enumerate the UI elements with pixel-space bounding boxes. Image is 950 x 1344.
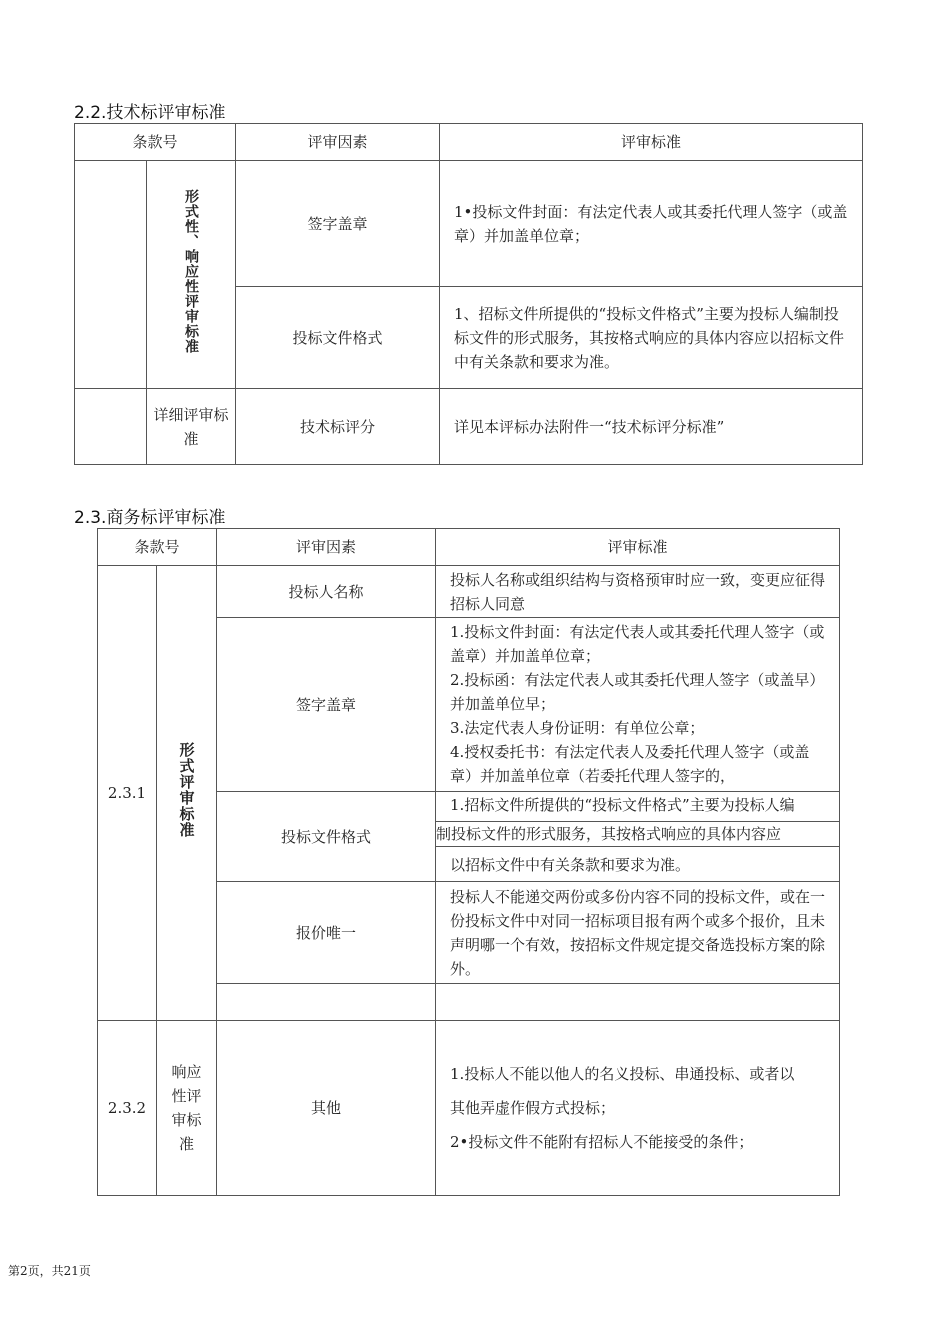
header-clause: 条款号 [98,529,217,566]
group-label: 形式性、响应性评审标准 [183,188,199,354]
criteria-cell [436,1021,840,1196]
criteria-cell: 1、招标文件所提供的“投标文件格式”主要为投标人编制投标文件的形式服务，其按格式响应的具体内容应以招标文件中有关条款和要求为准。 [440,287,863,389]
criteria-cell: 1•投标文件封面：有法定代表人或其委托代理人签字（或盖章）并加盖单位章； [440,161,863,287]
page-footer: 第2页，共21页 [8,1264,91,1278]
criteria-cell: 投标人名称或组织结构与资格预审时应一致，变更应征得招标人同意 [436,566,840,618]
criteria-cell-empty [436,984,840,1021]
factor-cell: 签字盖章 [217,618,436,792]
criteria-cell: 投标人不能递交两份或多份内容不同的投标文件，或在一份投标文件中对同一招标项目报有两个或多个报价，且未声明哪一个有效，按招标文件规定提交备选投标方案的除外。 [436,882,840,984]
criteria-cell: 详见本评标办法附件一“技术标评分标准” [440,389,863,465]
factor-cell: 其他 [217,1021,436,1196]
factor-cell: 投标人名称 [217,566,436,618]
section-title-2-2: 2.2.技术标评审标准 [74,103,226,123]
criteria-item: 2.投标函：有法定代表人或其委托代理人签字（或盖早）并加盖单位早； [450,671,825,713]
group-cell-response: 响应性评审标准 [157,1021,217,1196]
group-cell-formal [147,161,236,389]
group-cell-detail: 详细评审标准 [147,389,236,465]
criteria-cell [436,618,840,792]
criteria-line: 制投标文件的形式服务，其按格式响应的具体内容应 [436,822,839,847]
criteria-line: 1.招标文件所提供的“投标文件格式”主要为投标人编 [436,792,839,822]
factor-cell: 投标文件格式 [236,287,440,389]
factor-cell: 技术标评分 [236,389,440,465]
criteria-item: 其他弄虚作假方式投标； [450,1099,616,1117]
clause-number: 2.3.2 [98,1021,157,1196]
factor-cell: 报价唯一 [217,882,436,984]
clause-number: 2.3.1 [98,566,157,1021]
criteria-item: 3.法定代表人身份证明：有单位公章； [450,719,705,737]
criteria-item: 1.投标人不能以他人的名义投标、串通投标、或者以 [450,1065,795,1083]
criteria-item: 1.投标文件封面：有法定代表人或其委托代理人签字（或盖章）并加盖单位章； [450,623,825,665]
header-criteria: 评审标准 [436,529,840,566]
criteria-line: 以招标文件中有关条款和要求为准。 [450,856,691,874]
tech-review-table [74,123,863,465]
header-factor: 评审因素 [236,124,440,161]
header-clause: 条款号 [75,124,236,161]
section-title-2-3: 2.3.商务标评审标准 [74,508,226,528]
factor-cell: 投标文件格式 [217,792,436,882]
clause-number-cell [75,161,147,389]
commercial-review-table [97,528,840,1196]
factor-cell: 签字盖章 [236,161,440,287]
header-factor: 评审因素 [217,529,436,566]
group-cell-formal [157,566,217,1021]
criteria-cell [436,792,840,882]
header-criteria: 评审标准 [440,124,863,161]
group-label: 形式评审标准 [177,741,196,838]
factor-cell-empty [217,984,436,1021]
criteria-item: 4.授权委托书：有法定代表人及委托代理人签字（或盖章）并加盖单位章（若委托代理人签字的， [450,743,810,785]
clause-number-cell [75,389,147,465]
criteria-item: 2•投标文件不能附有招标人不能接受的条件； [450,1133,754,1151]
